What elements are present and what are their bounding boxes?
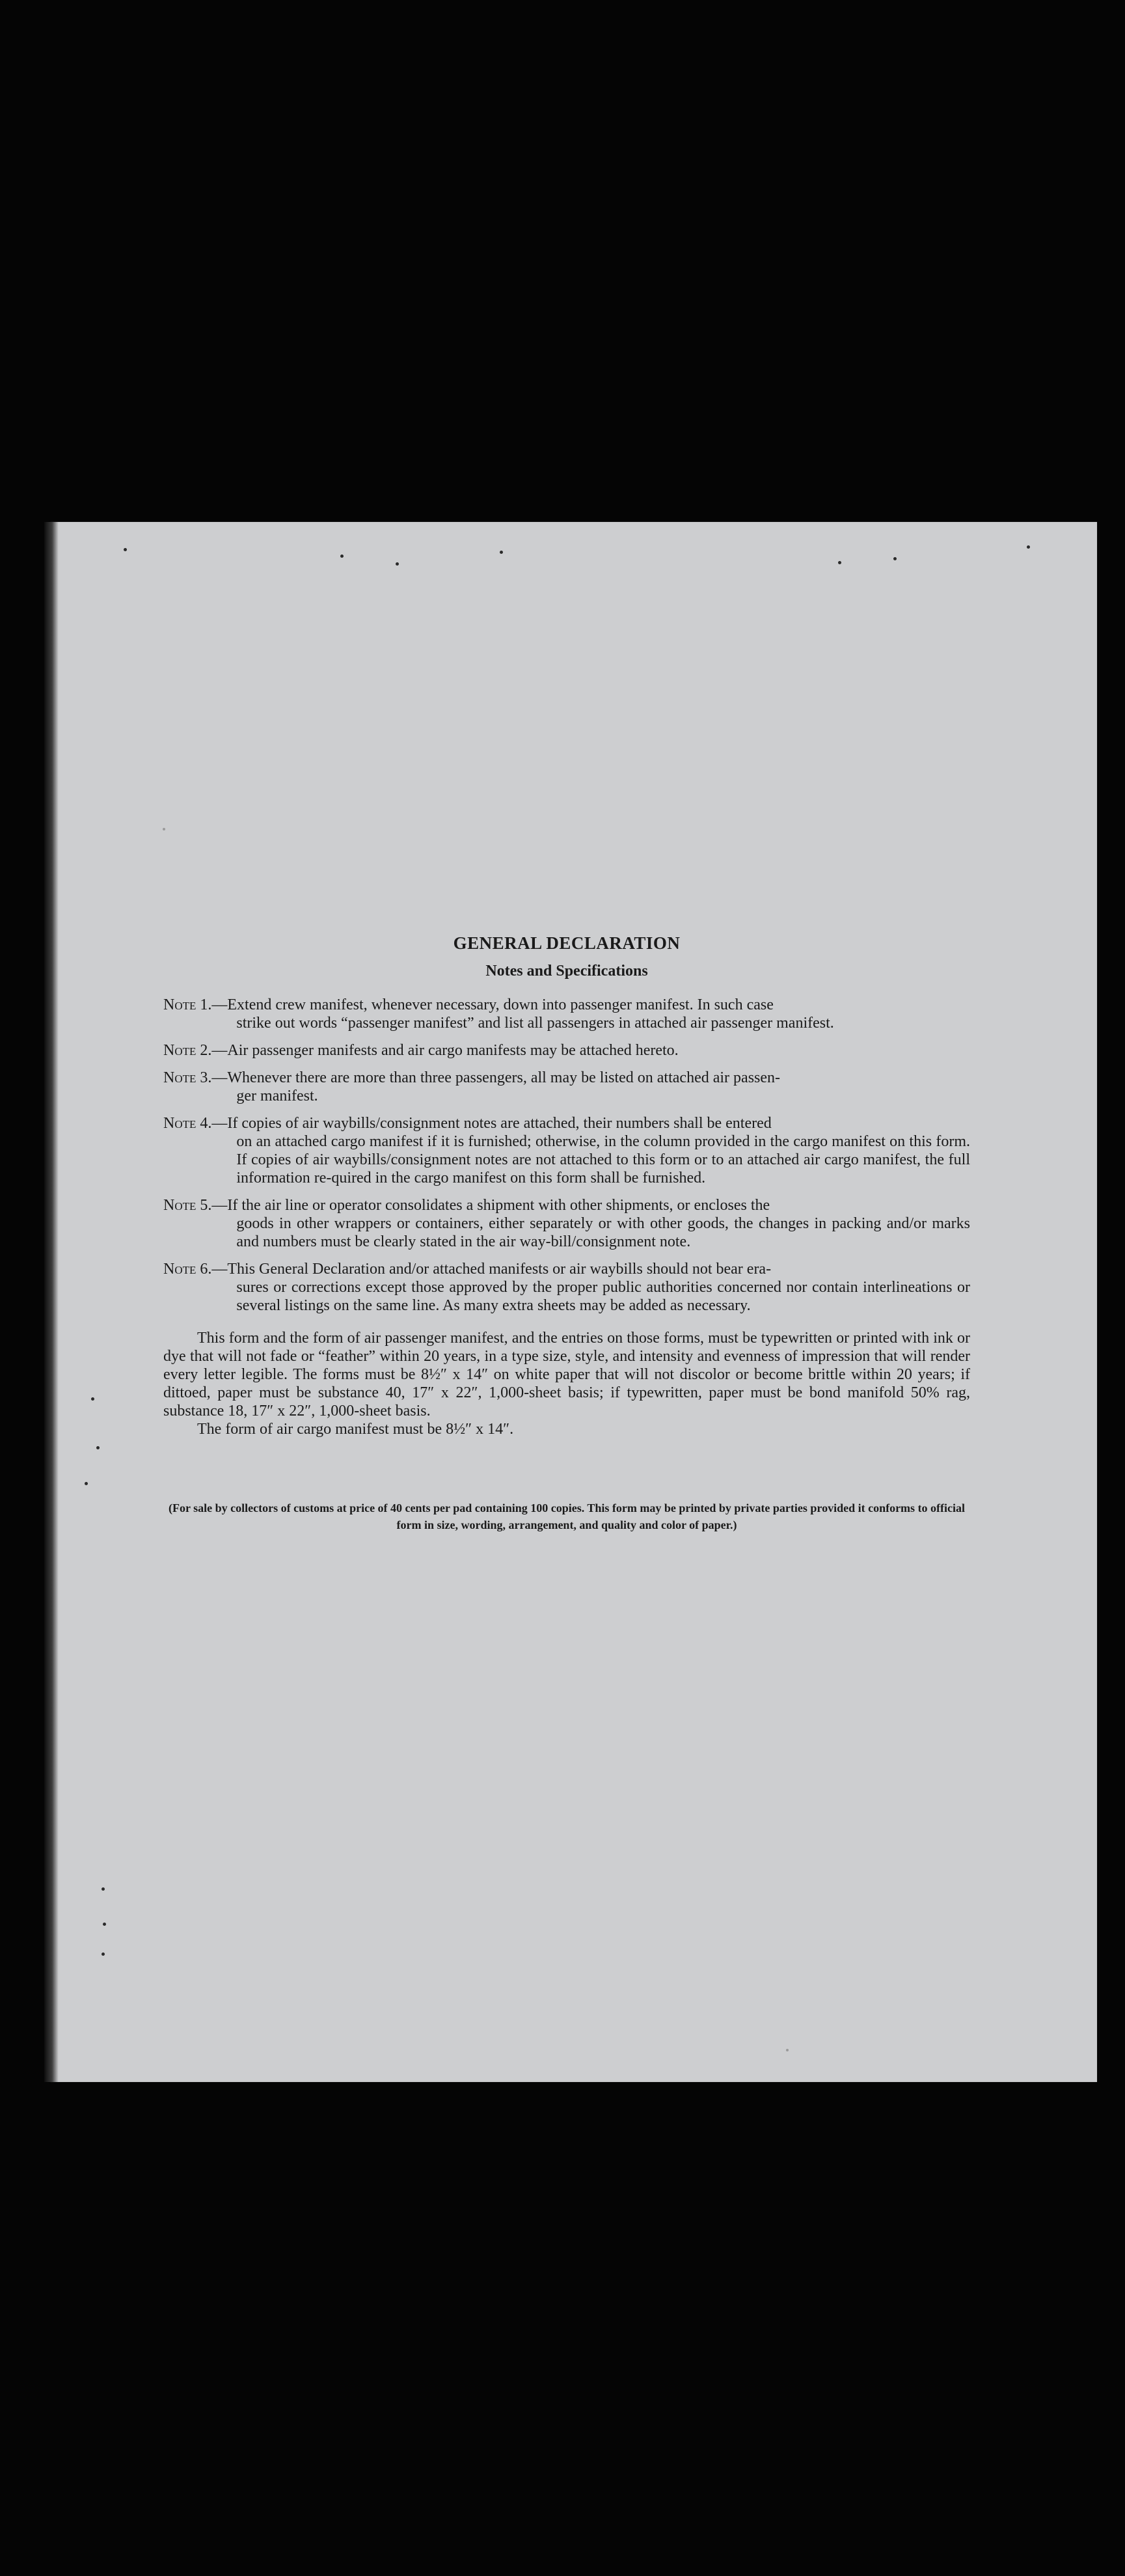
note-2 xyxy=(163,1041,970,1060)
note-text xyxy=(211,1041,970,1060)
note-first-line: —This General Declaration and/or attached manifests or air waybills should not bear era- xyxy=(211,1261,772,1278)
ink-speck xyxy=(838,561,841,564)
note-5 xyxy=(163,1196,970,1251)
ink-speck xyxy=(103,1923,106,1926)
note-first-line: —Extend crew manifest, whenever necessary, down into passenger manifest. In such case xyxy=(211,996,774,1013)
ink-speck xyxy=(163,828,165,830)
document-page xyxy=(51,522,1097,2082)
document-title: GENERAL DECLARATION xyxy=(453,933,681,953)
note-label: Note 4. xyxy=(163,1115,212,1132)
note-6 xyxy=(163,1260,970,1315)
note-label: Note 2. xyxy=(163,1042,212,1059)
ink-speck xyxy=(893,557,897,560)
document-subtitle: Notes and Specifications xyxy=(485,963,648,980)
ink-speck xyxy=(96,1446,100,1449)
note-first-line: —If copies of air waybills/consignment notes are attached, their numbers shall be entered xyxy=(211,1115,772,1132)
note-1 xyxy=(163,996,970,1032)
ink-speck xyxy=(102,1953,105,1956)
note-continuation: strike out words “passenger manifest” and list all passengers in attached air passenger manifest. xyxy=(236,1015,834,1032)
ink-speck xyxy=(500,551,503,554)
note-text xyxy=(211,1196,970,1251)
note-label: Note 6. xyxy=(163,1261,212,1278)
ink-speck xyxy=(786,2049,789,2051)
note-text xyxy=(211,1260,970,1315)
note-continuation: sures or corrections except those approved by the proper public authorities concerned nor contain interlineations or several listings on the same line. As many extra sheets may be added as necessary. xyxy=(236,1279,970,1314)
note-3 xyxy=(163,1069,970,1105)
ink-speck xyxy=(124,548,127,551)
note-4 xyxy=(163,1114,970,1187)
ink-speck xyxy=(85,1482,88,1485)
ink-speck xyxy=(396,562,399,566)
note-label: Note 3. xyxy=(163,1069,212,1086)
ink-speck xyxy=(102,1887,105,1891)
ink-speck xyxy=(1027,545,1030,549)
note-label: Note 1. xyxy=(163,996,212,1013)
form-requirements-paragraph: This form and the form of air passenger manifest, and the entries on those forms, must be typewritten or printed with ink or dye that will not fade or “feather” within 20 years, in a type size, style, and intensity and evenness of impression that will render every letter legible. The forms must be 8½″ x 14″ on white paper that will not discolor or become brittle within 20 years; if dittoed, paper must be substance 40, 17″ x 22″, 1,000-sheet basis; if typewritten, paper must be bond manifold 50% rag, substance 18, 17″ x 22″, 1,000-sheet basis. xyxy=(163,1330,970,1419)
declaration-notes xyxy=(163,933,970,1533)
note-text xyxy=(211,1069,970,1105)
cargo-manifest-size-note: The form of air cargo manifest must be 8½″ x 14″. xyxy=(197,1421,514,1438)
note-first-line: —Whenever there are more than three passengers, all may be listed on attached air passen- xyxy=(211,1069,781,1086)
note-continuation: on an attached cargo manifest if it is furnished; otherwise, in the column provided in the cargo manifest on this form. If copies of air waybills/consignment notes are not attached to this form or to an attached air cargo manifest, the full information re-quired in the cargo manifest on this form shall be furnished. xyxy=(236,1133,970,1186)
note-text xyxy=(211,996,970,1032)
note-text xyxy=(211,1114,970,1187)
sale-notice-footer: (For sale by collectors of customs at price of 40 cents per pad containing 100 copies. This form may be printed by private parties provided it conforms to official form in size, wording, arrangement, and quality and color of paper.) xyxy=(168,1501,966,1531)
note-first-line: —If the air line or operator consolidates a shipment with other shipments, or encloses the xyxy=(211,1197,770,1214)
note-continuation: goods in other wrappers or containers, either separately or with other goods, the changes in packing and/or marks and numbers must be clearly stated in the air way-bill/consignment note. xyxy=(236,1215,970,1250)
note-label: Note 5. xyxy=(163,1197,212,1214)
note-continuation: ger manifest. xyxy=(236,1088,318,1104)
ink-speck xyxy=(91,1397,94,1401)
note-first-line: —Air passenger manifests and air cargo manifests may be attached hereto. xyxy=(211,1042,679,1059)
ink-speck xyxy=(340,555,344,558)
